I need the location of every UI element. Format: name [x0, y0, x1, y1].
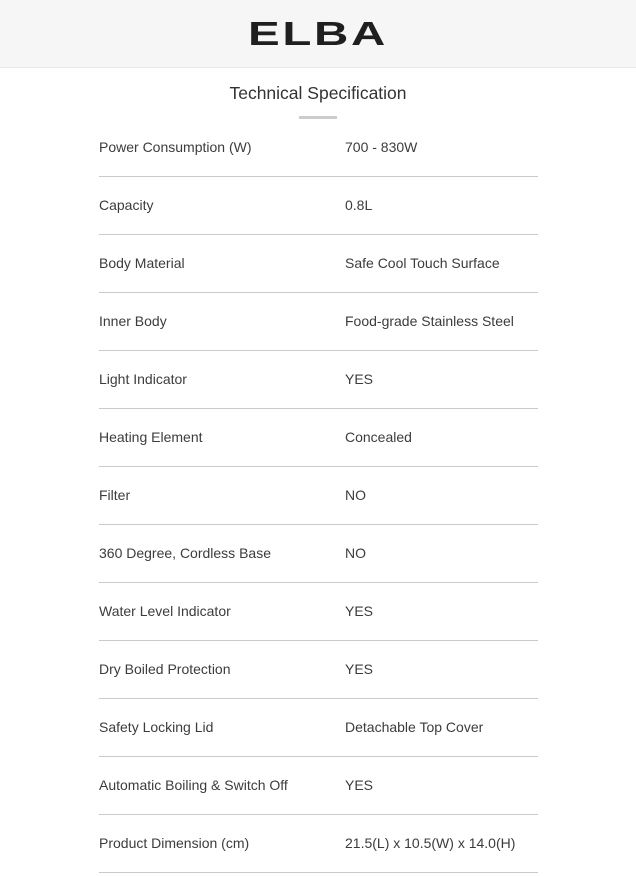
spec-label: Water Level Indicator — [99, 603, 231, 619]
spec-row — [99, 815, 538, 873]
spec-label: 360 Degree, Cordless Base — [99, 545, 271, 561]
spec-value: NO — [345, 487, 366, 503]
spec-value: 21.5(L) x 10.5(W) x 14.0(H) — [345, 835, 516, 851]
spec-row — [99, 583, 538, 641]
spec-row — [99, 641, 538, 699]
spec-label: Light Indicator — [99, 371, 187, 387]
brand-header — [0, 0, 636, 68]
spec-row — [99, 293, 538, 351]
spec-label: Inner Body — [99, 313, 167, 329]
spec-row — [99, 351, 538, 409]
spec-label: Filter — [99, 487, 131, 503]
spec-value: 0.8L — [345, 197, 373, 213]
spec-row — [99, 119, 538, 177]
spec-value: YES — [345, 371, 374, 387]
spec-value: 700 - 830W — [345, 139, 418, 155]
spec-row — [99, 757, 538, 815]
spec-row — [99, 409, 538, 467]
spec-value: NO — [345, 545, 366, 561]
spec-label: Product Dimension (cm) — [99, 835, 250, 851]
spec-value: YES — [345, 603, 374, 619]
page-title: Technical Specification — [229, 83, 407, 103]
spec-label: Safety Locking Lid — [99, 719, 214, 735]
spec-row — [99, 467, 538, 525]
spec-value: Safe Cool Touch Surface — [345, 255, 500, 271]
spec-label: Power Consumption (W) — [99, 139, 252, 155]
spec-value: Food-grade Stainless Steel — [345, 313, 514, 329]
elba-logo: ELBA — [248, 14, 388, 52]
spec-value: Detachable Top Cover — [345, 719, 484, 735]
spec-value: YES — [345, 777, 374, 793]
spec-row — [99, 525, 538, 583]
spec-row — [99, 235, 538, 293]
spec-value: YES — [345, 661, 374, 677]
spec-label: Capacity — [99, 197, 154, 213]
spec-section — [0, 68, 636, 873]
spec-label: Automatic Boiling & Switch Off — [99, 777, 288, 793]
spec-row — [99, 177, 538, 235]
spec-table — [99, 119, 538, 873]
spec-label: Heating Element — [99, 429, 203, 445]
spec-label: Dry Boiled Protection — [99, 661, 231, 677]
spec-value: Concealed — [345, 429, 412, 445]
spec-row — [99, 699, 538, 757]
spec-label: Body Material — [99, 255, 185, 271]
